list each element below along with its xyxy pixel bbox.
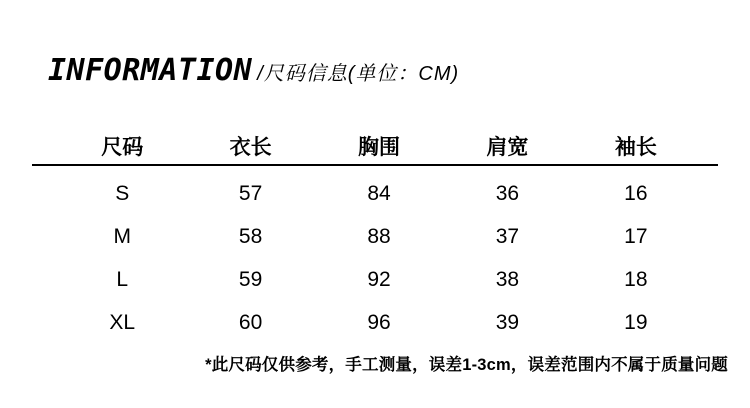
measure-cell: 84 (367, 181, 391, 205)
size-cell: XL (109, 310, 136, 334)
measure-cell: 19 (624, 310, 648, 334)
header-divider-line (32, 164, 718, 166)
size-cell: L (116, 267, 129, 291)
measure-cell: 92 (367, 267, 391, 291)
measure-cell: 36 (495, 181, 520, 205)
size-cell: S (115, 181, 130, 205)
measure-cell: 18 (624, 267, 648, 291)
measure-cell: 39 (495, 310, 520, 334)
measure-cell: 37 (495, 224, 520, 248)
size-cell: M (113, 224, 131, 248)
measure-cell: 17 (624, 224, 648, 248)
measure-cell: 16 (624, 181, 648, 205)
title-size-info-cn: /尺码信息(单位：CM) (257, 63, 460, 85)
col-header-size: 尺码 (101, 136, 144, 159)
section-title (48, 52, 459, 90)
measure-cell: 38 (495, 267, 520, 291)
table-row-xl (58, 301, 700, 344)
col-header-garment-length: 衣长 (229, 136, 272, 159)
title-information: INFORMATION (48, 53, 253, 88)
measurement-disclaimer: *此尺码仅供参考，手工测量，误差1-3cm，误差范围内不属于质量问题 (205, 356, 728, 374)
col-header-bust: 胸围 (358, 136, 401, 159)
col-header-shoulder-width: 肩宽 (486, 136, 529, 159)
col-header-sleeve-length: 袖长 (614, 136, 657, 159)
measure-cell: 88 (367, 224, 391, 248)
measure-cell: 57 (238, 181, 263, 205)
table-row-s (58, 172, 700, 215)
size-table-body (58, 172, 700, 344)
measure-cell: 96 (367, 310, 391, 334)
measure-cell: 60 (238, 310, 263, 334)
measure-cell: 58 (238, 224, 263, 248)
table-row-m (58, 215, 700, 258)
table-row-l (58, 258, 700, 301)
size-table-header-row (58, 128, 700, 164)
measure-cell: 59 (238, 267, 263, 291)
